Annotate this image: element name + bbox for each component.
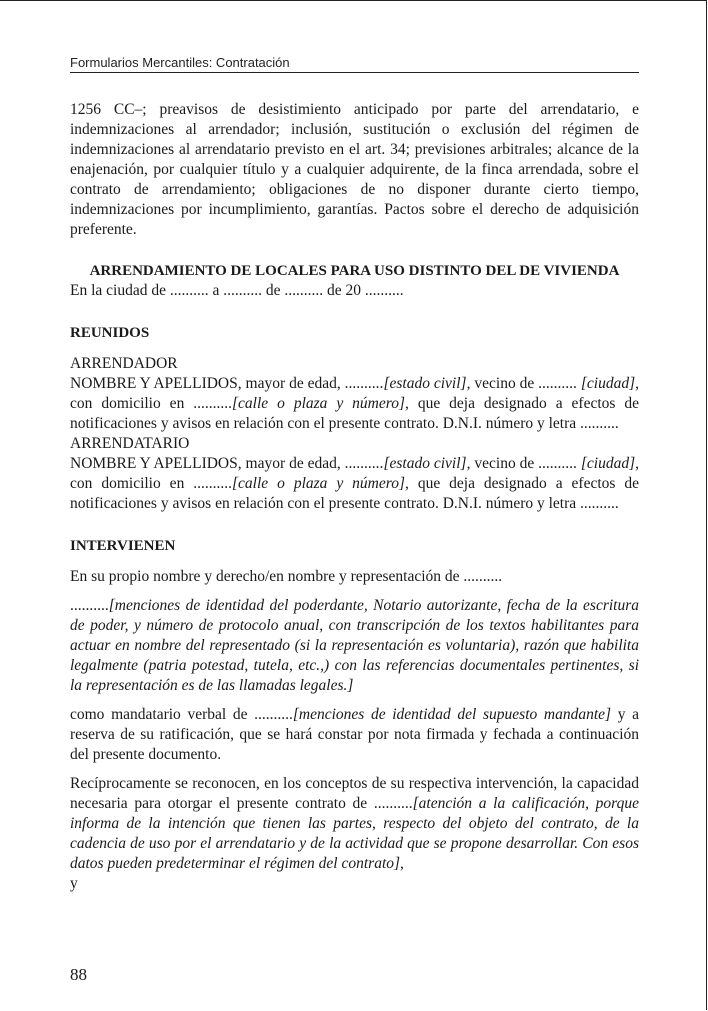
- place-date-line: En la ciudad de .......... a .......... de .......... de 20 ..........: [70, 282, 404, 299]
- page-number: 88: [70, 965, 87, 984]
- page-body: [70, 100, 639, 894]
- document-title: ARRENDAMIENTO DE LOCALES PARA USO DISTINTO DEL DE VIVIENDA: [89, 263, 620, 279]
- capacity-paragraph: Recíprocamente se reconocen, en los conceptos de su respectiva intervención, la capacidad necesaria para otorgar el presente contrato de ..........[atención a la calificación, porque informa de la intención que tienen las partes, respecto del objeto del contrato, de la cadencia de uso por el arrendatario y de la actividad que se propone desarrollar. Con esos datos pueden predeterminar el régimen del contrato],: [70, 775, 640, 872]
- party-arrendador: [70, 354, 639, 434]
- intervienen-heading: INTERVIENEN: [70, 538, 176, 554]
- reunidos-heading: REUNIDOS: [70, 325, 150, 341]
- representation-details: ..........[menciones de identidad del poderdante, Notario autorizante, fecha de la escritura de poder, y número de protocolo anual, con transcripción de los textos habilitantes para actuar en nombre del representado (si la representación es voluntaria), razón que habilita legalmente (patria potestad, tutela, etc.,) con las referencias documentales pertinentes, si la representación es de las llamadas legales.]: [70, 597, 639, 694]
- party-details: NOMBRE Y APELLIDOS, mayor de edad, ..........[estado civil], vecino de .......... [ciudad], con domicilio en ..........[calle o plaza y número], que deja designado a efectos de notificaciones y avisos en relación con el presente contrato. D.N.I. número y letra ..........: [70, 375, 639, 432]
- representation-line: En su propio nombre y derecho/en nombre y representación de ..........: [70, 568, 503, 585]
- party-role-label: ARRENDADOR: [70, 355, 178, 372]
- intro-paragraph: 1256 CC–; preavisos de desistimiento anticipado por parte del arrendatario, e indemnizaciones al arrendador; inclusión, sustitución o exclusión del régimen de indemnizaciones al arrendatario previsto en el art. 34; previsiones arbitrales; alcance de la enajenación, por cualquier título y a cualquier adquirente, de la finca arrendada, sobre el contrato de arrendamiento; obligaciones de no disponer durante cierto tiempo, indemnizaciones por incumplimiento, garantías. Pactos sobre el derecho de adquisición preferente.: [70, 101, 639, 238]
- mandatario-paragraph: como mandatario verbal de ..........[menciones de identidad del supuesto mandante] y a reserva de su ratificación, que se hará constar por nota firmada y fechada a continuación del presente documento.: [70, 706, 640, 763]
- party-details: NOMBRE Y APELLIDOS, mayor de edad, ..........[estado civil], vecino de .......... [ciudad], con domicilio en ..........[calle o plaza y número], que deja designado a efectos de notificaciones y avisos en relación con el presente contrato. D.N.I. número y letra ..........: [70, 455, 639, 512]
- running-header: Formularios Mercantiles: Contratación: [70, 55, 639, 73]
- party-role-label: ARRENDATARIO: [70, 435, 190, 452]
- continuation-word: y: [70, 875, 78, 892]
- party-arrendatario: [70, 434, 639, 514]
